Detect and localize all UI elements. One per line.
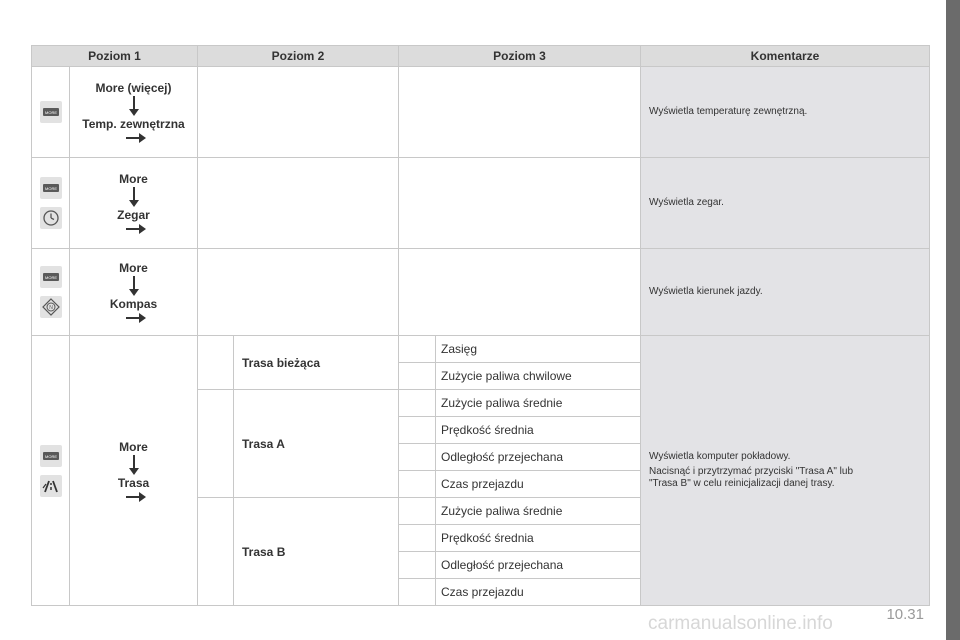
clock-icon [40, 207, 62, 229]
comment-cell: Wyświetla zegar. [641, 158, 930, 249]
level3-item: Zasięg [436, 336, 641, 363]
more-button-icon [40, 266, 62, 288]
level1-cell [70, 67, 198, 158]
level1-cell [70, 249, 198, 336]
comment-line: "Trasa B" w celu reinicjalizacji danej trasy. [649, 478, 835, 489]
level3-item: Odległość przejechana [436, 552, 641, 579]
header-level3: Poziom 3 [399, 46, 641, 67]
comment-line: Wyświetla komputer pokładowy. [649, 451, 791, 462]
level1-top-label: More [119, 261, 148, 275]
trip-road-icon [40, 475, 62, 497]
icon-cell [32, 67, 70, 158]
level2-group-label: Trasa A [234, 390, 399, 498]
level1-cell [70, 158, 198, 249]
comment-cell: Wyświetla kierunek jazdy. [641, 249, 930, 336]
level1-bottom-label: Kompas [109, 297, 158, 311]
header-level1: Poziom 1 [32, 46, 198, 67]
comment-cell: Wyświetla temperaturę zewnętrzną. [641, 67, 930, 158]
svg-text:MORE: MORE [44, 186, 57, 191]
icon-cell [32, 249, 70, 336]
arrow-right-icon [126, 133, 146, 143]
table-row [32, 67, 930, 158]
arrow-down-icon [129, 455, 139, 475]
arrow-right-icon [126, 313, 146, 323]
arrow-right-icon [126, 492, 146, 502]
table-row [32, 336, 930, 363]
table-row [32, 249, 930, 336]
watermark: carmanualsonline.info [648, 613, 833, 634]
comment-cell [641, 336, 930, 606]
header-row [32, 46, 930, 67]
level3-item: Prędkość średnia [436, 417, 641, 444]
level3-item: Odległość przejechana [436, 444, 641, 471]
level3-item: Czas przejazdu [436, 579, 641, 606]
arrow-down-icon [129, 187, 139, 207]
table-row [32, 158, 930, 249]
more-button-icon [40, 445, 62, 467]
level3-item: Zużycie paliwa chwilowe [436, 363, 641, 390]
arrow-down-icon [129, 276, 139, 296]
compass-icon [40, 296, 62, 318]
menu-table [31, 45, 930, 606]
more-button-icon [40, 177, 62, 199]
page-number: 10.31 [886, 606, 924, 623]
level3-item: Prędkość średnia [436, 525, 641, 552]
svg-text:N: N [48, 305, 53, 311]
level2-group-label: Trasa B [234, 498, 399, 606]
header-comments: Komentarze [641, 46, 930, 67]
level1-bottom-label: Zegar [117, 208, 150, 222]
icon-cell [32, 158, 70, 249]
level1-bottom-label: Trasa [117, 475, 150, 490]
arrow-down-icon [129, 96, 139, 116]
more-button-icon [40, 101, 62, 123]
level3-item: Czas przejazdu [436, 471, 641, 498]
level1-top-label: More [119, 439, 148, 454]
arrow-right-icon [126, 224, 146, 234]
level2-group-label: Trasa bieżąca [234, 336, 399, 390]
level1-bottom-label: Temp. zewnętrzna [82, 117, 185, 131]
page-side-tab [946, 0, 960, 640]
level1-top-label: More (więcej) [95, 81, 172, 95]
level3-item: Zużycie paliwa średnie [436, 390, 641, 417]
header-level2: Poziom 2 [198, 46, 399, 67]
level1-cell [70, 336, 198, 606]
svg-text:MORE: MORE [44, 453, 57, 459]
icon-cell [32, 336, 70, 606]
svg-text:MORE: MORE [44, 275, 57, 280]
level1-top-label: More [119, 172, 148, 186]
comment-line: Nacisnąć i przytrzymać przyciski "Trasa A" lub [649, 466, 853, 477]
svg-text:MORE: MORE [44, 110, 57, 115]
level3-item: Zużycie paliwa średnie [436, 498, 641, 525]
